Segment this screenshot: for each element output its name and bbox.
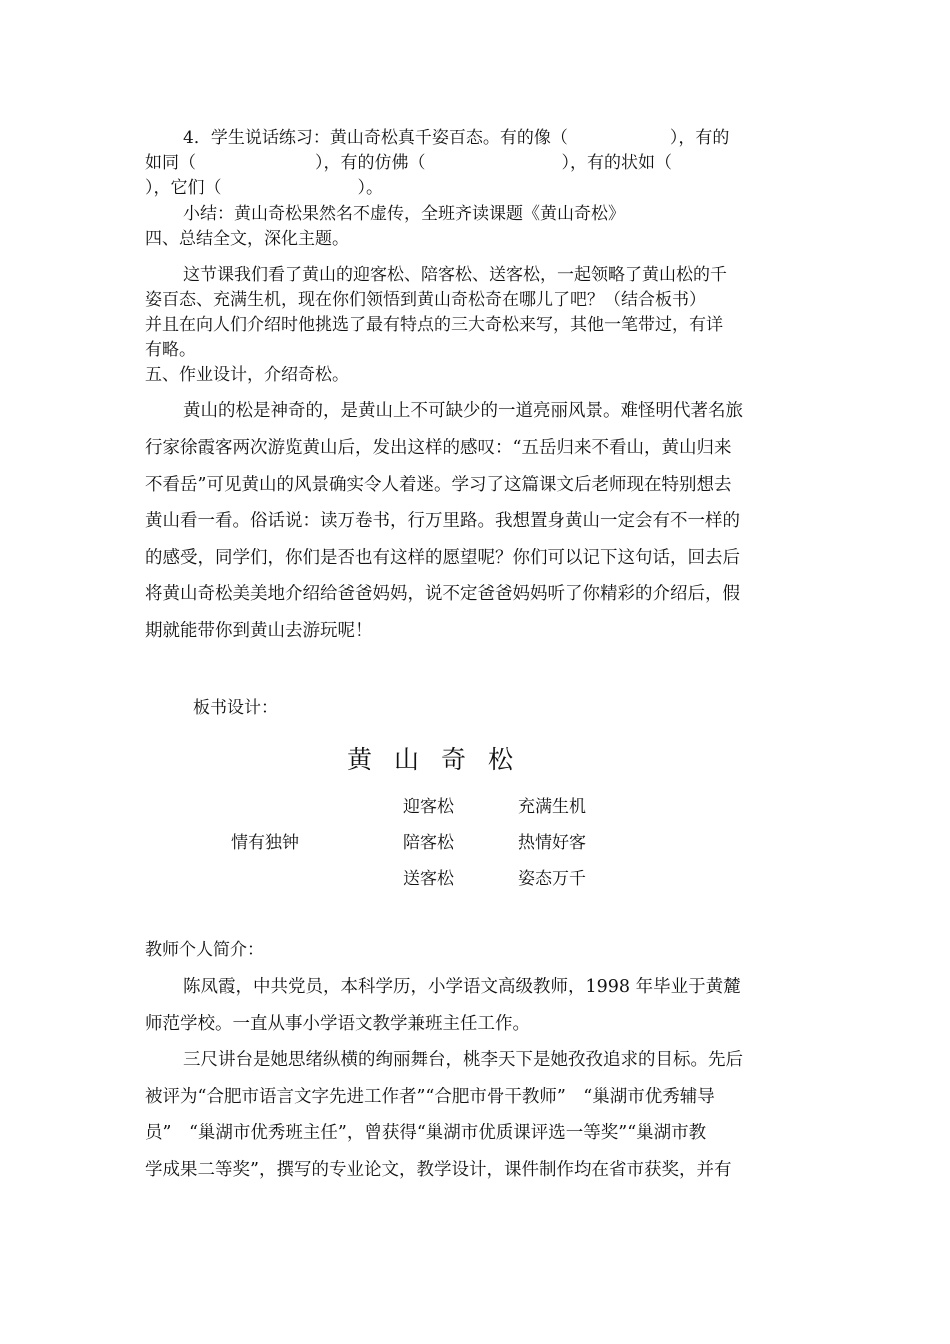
section-four-line-1: 这节课我们看了黄山的迎客松、陪客松、送客松，一起领略了黄山松的千	[183, 265, 727, 285]
homework-line-2: 行家徐霞客两次游览黄山后，发出这样的感叹：“五岳归来不看山，黄山归来	[145, 438, 732, 458]
board-trait-2: 热情好客	[518, 833, 586, 853]
homework-line-5: 的感受，同学们，你们是否也有这样的愿望呢？你们可以记下这句话，回去后	[145, 548, 740, 568]
board-pine-3: 送客松	[403, 869, 454, 889]
summary-line: 小结：黄山奇松果然名不虚传，全班齐读课题《黄山奇松》	[183, 204, 625, 224]
teacher-line-6: 学成果二等奖”，撰写的专业论文，教学设计，课件制作均在省市获奖，并有	[145, 1160, 732, 1180]
homework-line-3: 不看岳”可见黄山的风景确实令人着迷。学习了这篇课文后老师现在特别想去	[145, 475, 732, 495]
practice-line-3: ），它们（ ）。	[145, 178, 383, 198]
homework-line-6: 将黄山奇松美美地介绍给爸爸妈妈，说不定爸爸妈妈听了你精彩的介绍后，假	[145, 584, 740, 604]
teacher-line-5: 员” “巢湖市优秀班主任”，曾获得“巢湖市优质课评选一等奖”“巢湖市教	[145, 1123, 707, 1143]
board-trait-3: 姿态万千	[518, 869, 586, 889]
section-four-line-4: 有略。	[145, 340, 196, 360]
board-pine-1: 迎客松	[403, 797, 454, 817]
practice-line-1: 4．学生说话练习：黄山奇松真千姿百态。有的像（ ），有的	[183, 128, 730, 148]
section-four-heading: 四、总结全文，深化主题。	[145, 229, 349, 249]
board-pine-2: 陪客松	[403, 833, 454, 853]
teacher-line-4: 被评为“合肥市语言文字先进工作者”“合肥市骨干教师” “巢湖市优秀辅导	[145, 1087, 715, 1107]
homework-line-4: 黄山看一看。俗话说：读万卷书，行万里路。我想置身黄山一定会有不一样的	[145, 511, 740, 531]
section-four-line-3: 并且在向人们介绍时他挑选了最有特点的三大奇松来写，其他一笔带过，有详	[145, 315, 723, 335]
practice-line-2: 如同（ ），有的仿佛（ ），有的状如（	[145, 153, 672, 173]
section-four-line-2: 姿百态、充满生机，现在你们领悟到黄山奇松奇在哪儿了吧？（结合板书）	[145, 290, 706, 310]
section-five-heading: 五、作业设计，介绍奇松。	[145, 365, 349, 385]
teacher-heading: 教师个人简介：	[145, 940, 264, 960]
teacher-line-2: 师范学校。一直从事小学语文教学兼班主任工作。	[145, 1014, 530, 1034]
board-left-label: 情有独钟	[231, 833, 299, 853]
board-label: 板书设计：	[193, 698, 278, 718]
teacher-line-1: 陈凤霞，中共党员，本科学历，小学语文高级教师，1998 年毕业于黄麓	[183, 977, 741, 997]
board-title: 黄山奇松	[347, 745, 536, 774]
homework-line-1: 黄山的松是神奇的，是黄山上不可缺少的一道亮丽风景。难怪明代著名旅	[183, 401, 743, 421]
teacher-line-3: 三尺讲台是她思绪纵横的绚丽舞台，桃李天下是她孜孜追求的目标。先后	[183, 1050, 743, 1070]
homework-line-7: 期就能带你到黄山去游玩呢！	[145, 621, 373, 641]
board-trait-1: 充满生机	[518, 797, 586, 817]
